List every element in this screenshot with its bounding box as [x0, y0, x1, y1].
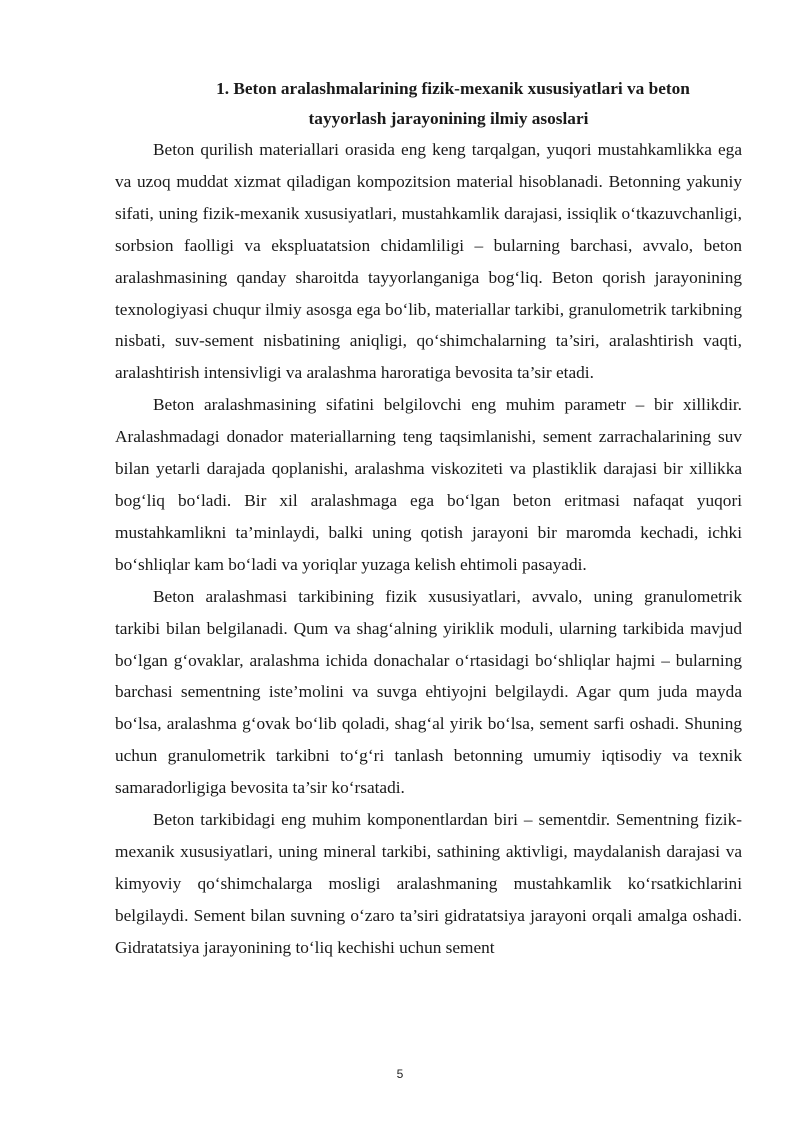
- page-number: 5: [396, 1067, 404, 1081]
- section-heading-line-2: tayyorlash jarayonining ilmiy asoslari: [308, 109, 589, 128]
- page-content: [115, 74, 742, 964]
- section-heading-line-1: 1. Beton aralashmalarining fizik-mexanik xususiyatlari va beton: [216, 79, 690, 98]
- paragraph-2: Beton aralashmasining sifatini belgilovchi eng muhim parametr – bir xillikdir. Aralashmadagi donador materiallarning teng taqsimlanishi, sement zarrachalarining suv bilan yetarli darajada qoplanishi, aralashma viskoziteti va plastiklik darajasi bir xillikka bog‘liq bo‘ladi. Bir xil aralashmaga ega bo‘lgan beton eritmasi nafaqat yuqori mustahkamlikni ta’minlaydi, balki uning qotish jarayoni bir maromda kechadi, ichki bo‘shliqlar kam bo‘ladi va yoriqlar yuzaga kelish ehtimoli pasayadi.: [115, 395, 742, 574]
- paragraph-3: Beton aralashmasi tarkibining fizik xususiyatlari, avvalo, uning granulometrik tarkibi bilan belgilanadi. Qum va shag‘alning yiriklik moduli, ularning tarkibida mavjud bo‘lgan g‘ovaklar, aralashma ichida donachalar o‘rtasidagi bo‘shliqlar hajmi – bularning barchasi sementning iste’molini va suvga ehtiyojni belgilaydi. Agar qum juda mayda bo‘lsa, aralashma g‘ovak bo‘lib qoladi, shag‘al yirik bo‘lsa, sement sarfi oshadi. Shuning uchun granulometrik tarkibni to‘g‘ri tanlash betonning umumiy iqtisodiy va texnik samaradorligiga bevosita ta’sir ko‘rsatadi.: [115, 586, 742, 798]
- paragraph-1: Beton qurilish materiallari orasida eng keng tarqalgan, yuqori mustahkamlikka ega va uzoq muddat xizmat qiladigan kompozitsion material hisoblanadi. Betonning yakuniy sifati, uning fizik-mexanik xususiyatlari, mustahkamlik darajasi, issiqlik o‘tkazuvchanligi, sorbsion faolligi va ekspluatatsion chidamliligi – bularning barchasi, avvalo, beton aralashmasining qanday sharoitda tayyorlanganiga bog‘liq. Beton qorish jarayonining texnologiyasi chuqur ilmiy asosga ega bo‘lib, materiallar tarkibi, granulometrik tarkibning nisbati, suv-sement nisbatining aniqligi, qo‘shimchalarning ta’siri, aralashtirish vaqti, aralashtirish intensivligi va aralashma haroratiga bevosita ta’sir etadi.: [115, 140, 742, 383]
- paragraph-4: Beton tarkibidagi eng muhim komponentlardan biri – sementdir. Sementning fizik-mexanik xususiyatlari, uning mineral tarkibi, sathining aktivligi, maydalanish darajasi va kimyoviy qo‘shimchalarga mosligi aralashmaning mustahkamlik ko‘rsatkichlarini belgilaydi. Sement bilan suvning o‘zaro ta’siri gidratatsiya jarayoni orqali amalga oshadi. Gidratatsiya jarayonining to‘liq kechishi uchun sement: [115, 810, 742, 957]
- section-heading: [115, 74, 742, 134]
